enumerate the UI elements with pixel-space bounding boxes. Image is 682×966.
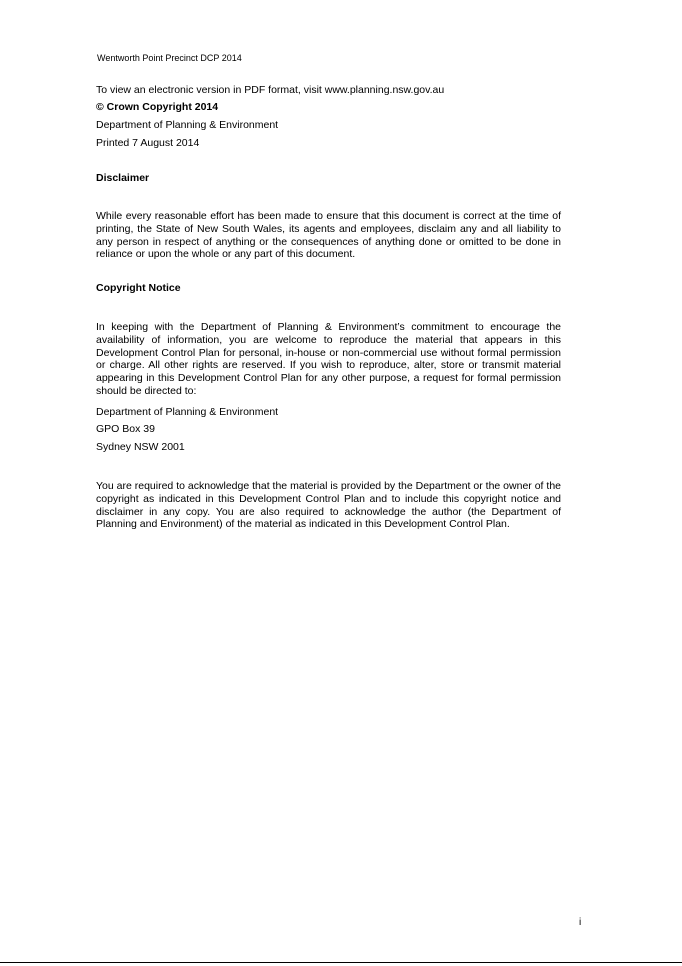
disclaimer-body: While every reasonable effort has been made to ensure that this document is correct at the time of printing, the State of New South Wales, its agents and employees, disclaim any and all liability to any person in respect of anything or the consequences of anything done or omitted to be done in reliance or upon the whole or any part of this document.: [96, 210, 561, 261]
page-edge-rule: [0, 962, 682, 963]
acknowledgement-body: You are required to acknowledge that the material is provided by the Department or the owner of the copyright as indicated in this Development Control Plan and to include this copyright notice and disclaimer in any copy. You are also required to acknowledge the author (the Department of Planning and Environment) of the material as indicated in this Development Control Plan.: [96, 480, 561, 531]
address-line-3: Sydney NSW 2001: [96, 441, 185, 453]
address-line-1: Department of Planning & Environment: [96, 406, 279, 418]
department-name: Department of Planning & Environment: [96, 119, 279, 131]
copyright-notice-heading: Copyright Notice: [96, 282, 181, 294]
disclaimer-heading: Disclaimer: [96, 172, 150, 184]
address-line-2: GPO Box 39: [96, 423, 155, 435]
electronic-version-note: To view an electronic version in PDF format, visit www.planning.nsw.gov.au: [96, 84, 445, 96]
page-number: i: [579, 917, 582, 928]
running-header: Wentworth Point Precinct DCP 2014: [97, 53, 242, 63]
printed-date: Printed 7 August 2014: [96, 137, 200, 149]
copyright-notice-body: In keeping with the Department of Planning & Environment’s commitment to encourage the availability of information, you are welcome to reproduce the material that appears in this Development Control Plan for personal, in-house or non-commercial use without formal permission or charge. All other rights are reserved. If you wish to reproduce, alter, store or transmit material appearing in this Development Control Plan for any other purpose, a request for formal permission should be directed to:: [96, 321, 561, 397]
copyright-line: © Crown Copyright 2014: [96, 101, 219, 113]
